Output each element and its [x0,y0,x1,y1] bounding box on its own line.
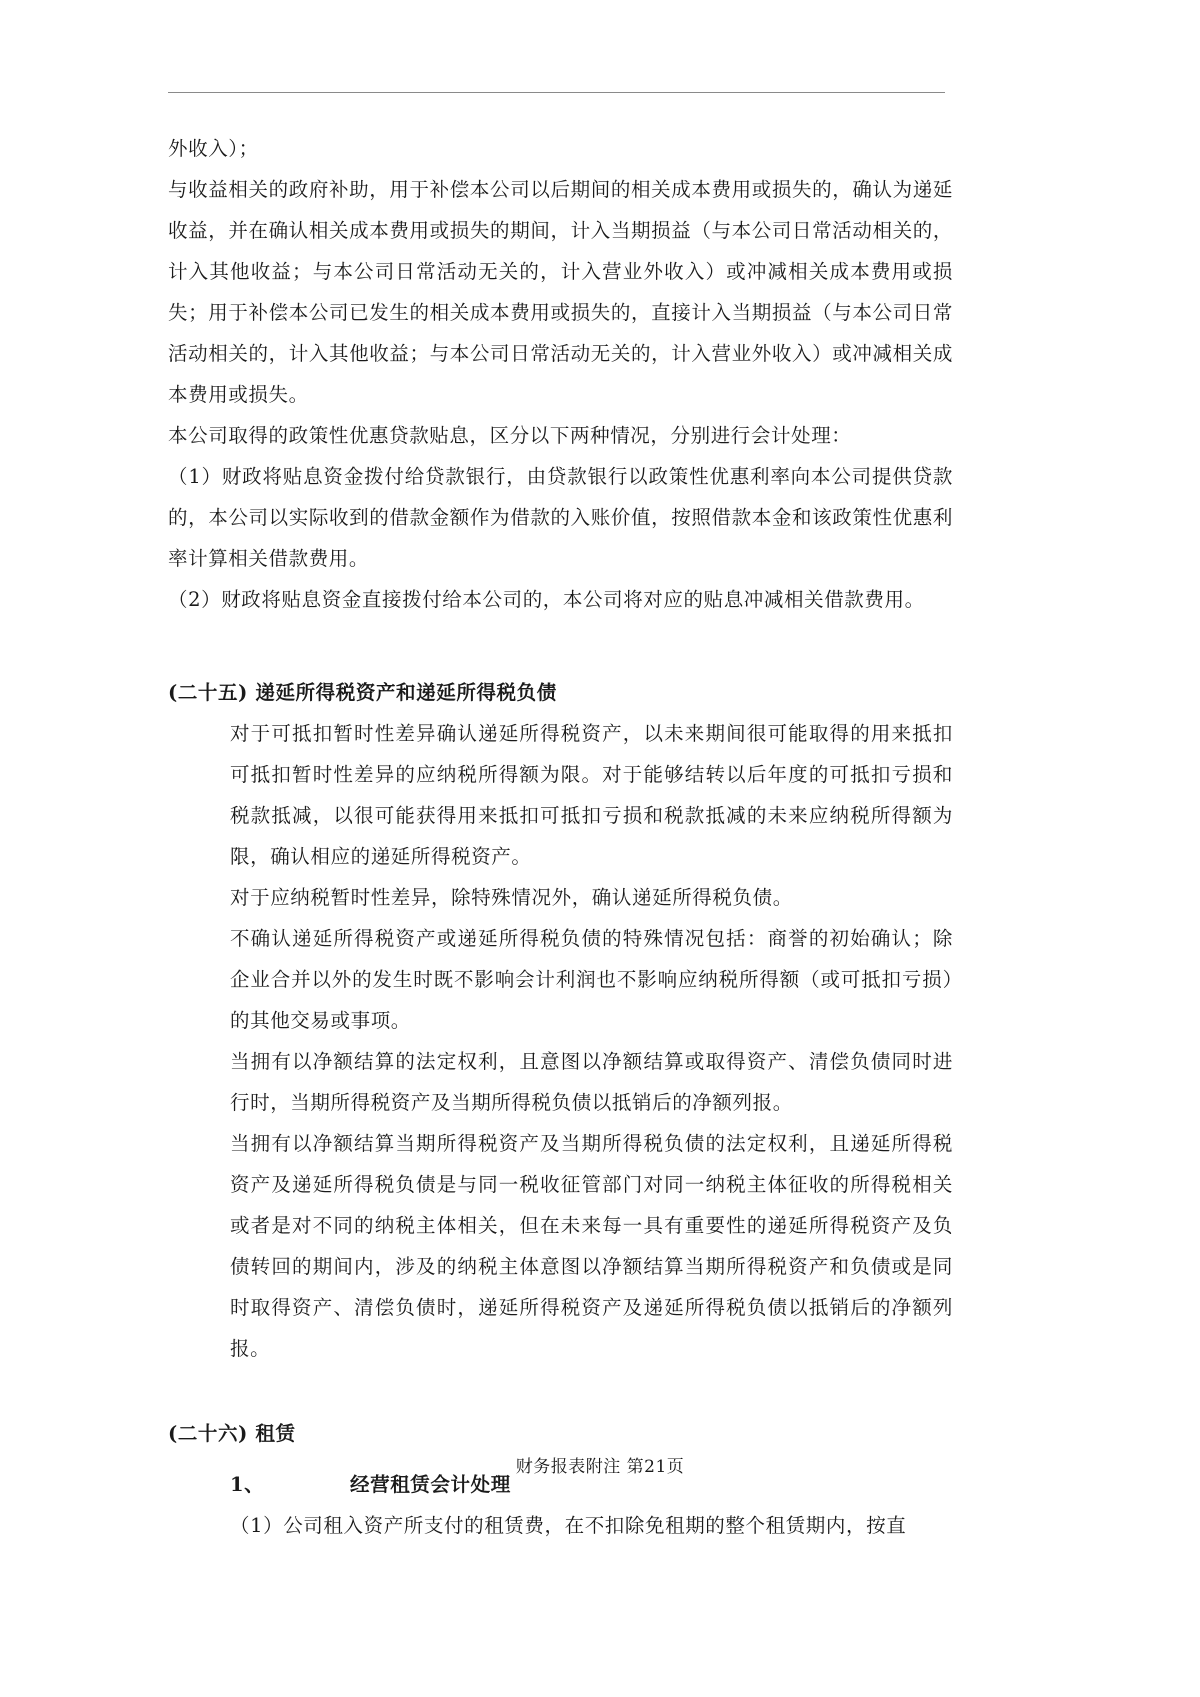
section-heading-25: (二十五) 递延所得税资产和递延所得税负债 [168,681,557,704]
paragraph-government-grant: 与收益相关的政府补助，用于补偿本公司以后期间的相关成本费用或损失的，确认为递延收益，并在确认相关成本费用或损失的期间，计入当期损益（与本公司日常活动相关的，计入其他收益；与本公司日常活动无关的，计入营业外收入）或冲减相关成本费用或损失；用于补偿本公司已发生的相关成本费用或损失的，直接计入当期损益（与本公司日常活动相关的，计入其他收益；与本公司日常活动无关的，计入营业外收入）或冲减相关成本费用或损失。 [168,178,953,406]
paragraph-net-settlement-current-tax: 当拥有以净额结算的法定权利，且意图以净额结算或取得资产、清偿负债同时进行时，当期所得税资产及当期所得税负债以抵销后的净额列报。 [230,1050,953,1114]
paragraph-operating-lease-item-1: （1）公司租入资产所支付的租赁费，在不扣除免租期的整个租赁期内，按直 [230,1514,907,1537]
paragraph-non-recognition-cases: 不确认递延所得税资产或递延所得税负债的特殊情况包括：商誉的初始确认；除企业合并以外的发生时既不影响会计利润也不影响应纳税所得额（或可抵扣亏损）的其他交易或事项。 [230,927,953,1032]
paragraph-policy-loan-intro: 本公司取得的政策性优惠贷款贴息，区分以下两种情况，分别进行会计处理： [168,424,852,447]
section-25-body [230,713,953,1369]
spacer [168,1369,953,1413]
paragraph-deferred-tax-asset: 对于可抵扣暂时性差异确认递延所得税资产，以未来期间很可能取得的用来抵扣可抵扣暂时性差异的应纳税所得额为限。对于能够结转以后年度的可抵扣亏损和税款抵减，以很可能获得用来抵扣可抵扣亏损和税款抵减的未来应纳税所得额为限，确认相应的递延所得税资产。 [230,722,953,868]
continuation-line: 外收入）； [168,137,259,160]
subsection-label: 经营租赁会计处理 [350,1473,511,1496]
spacer [168,620,953,672]
page-footer [0,1452,1200,1477]
paragraph-deferred-tax-liability: 对于应纳税暂时性差异，除特殊情况外，确认递延所得税负债。 [230,886,793,909]
section-26-body [230,1505,953,1546]
paragraph-policy-loan-item-1: （1）财政将贴息资金拨付给贷款银行，由贷款银行以政策性优惠利率向本公司提供贷款的，本公司以实际收到的借款金额作为借款的入账价值，按照借款本金和该政策性优惠利率计算相关借款费用。 [168,465,953,570]
subsection-number: 1、 [230,1473,265,1496]
header-divider [168,92,945,93]
paragraph-policy-loan-item-2: （2）财政将贴息资金直接拨付给本公司的，本公司将对应的贴息冲减相关借款费用。 [168,588,925,611]
section-heading-26: (二十六) 租赁 [168,1422,296,1445]
footer-text: 财务报表附注 第21页 [515,1457,685,1477]
paragraph-net-settlement-deferred-tax: 当拥有以净额结算当期所得税资产及当期所得税负债的法定权利，且递延所得税资产及递延所得税负债是与同一税收征管部门对同一纳税主体征收的所得税相关或者是对不同的纳税主体相关，但在未来每一具有重要性的递延所得税资产及负债转回的期间内，涉及的纳税主体意图以净额结算当期所得税资产和负债或是同时取得资产、清偿负债时，递延所得税资产及递延所得税负债以抵销后的净额列报。 [230,1132,953,1360]
page-content [168,128,953,1546]
